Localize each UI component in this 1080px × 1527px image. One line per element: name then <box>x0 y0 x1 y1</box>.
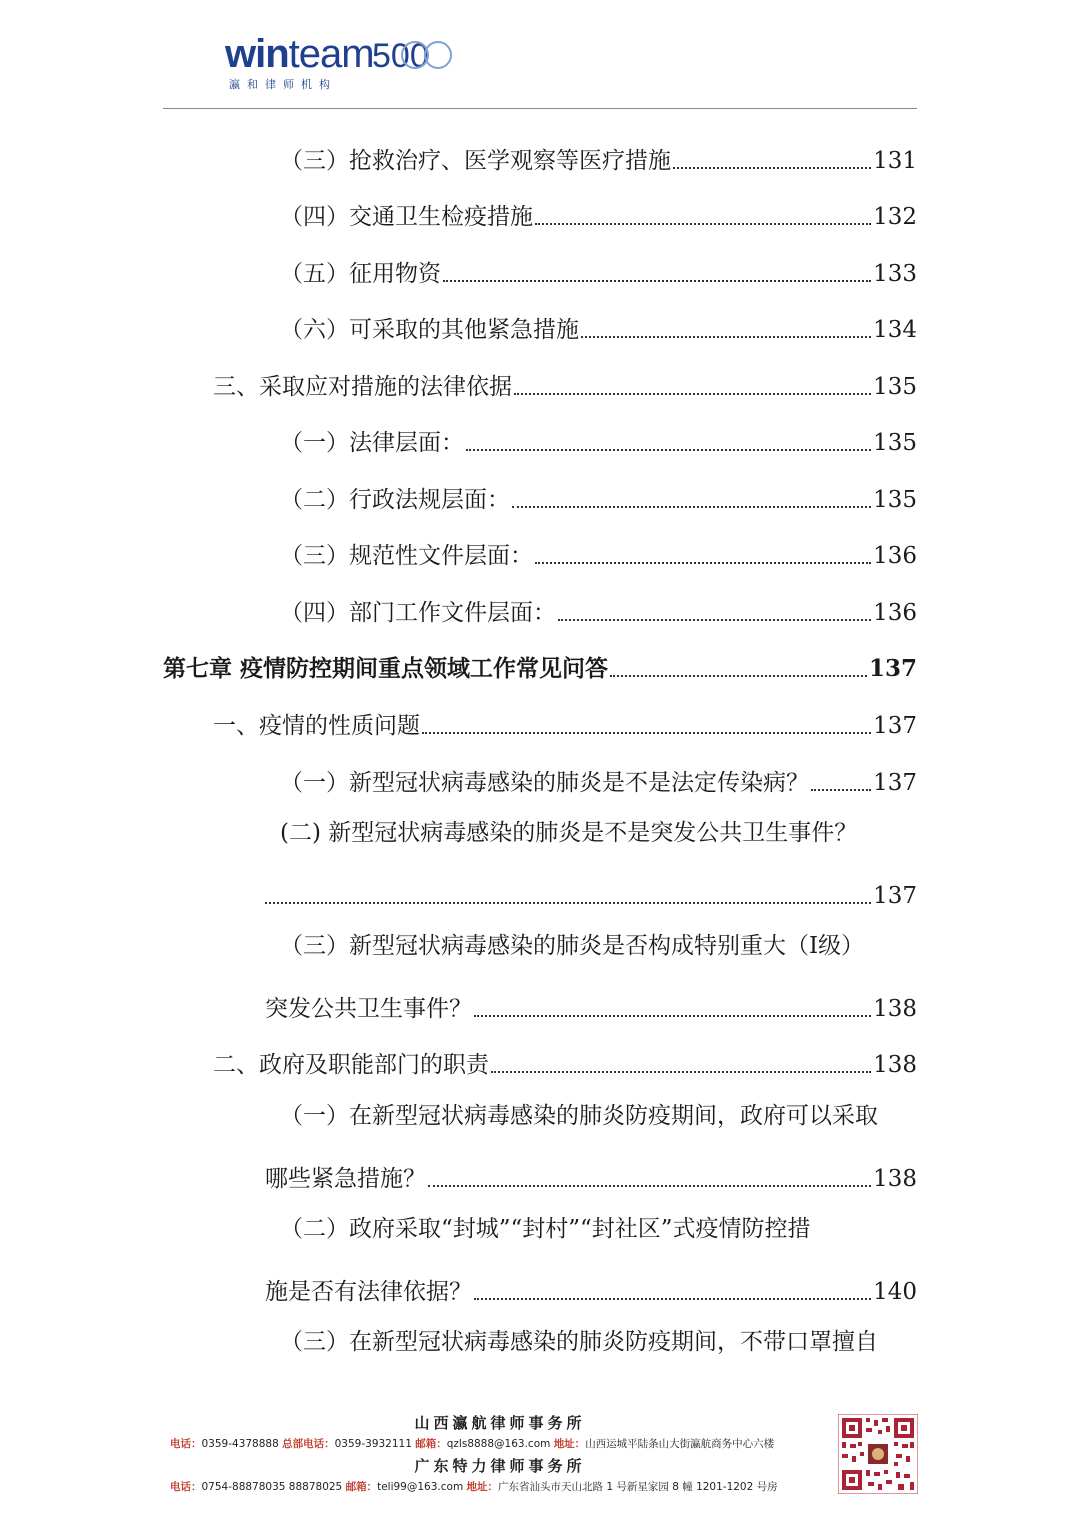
toc-entry-page: 136 <box>873 543 917 569</box>
toc-entry-title: 突发公共卫生事件？ <box>265 996 472 1022</box>
toc-entry-page: 137 <box>873 883 917 909</box>
toc-entry <box>280 140 917 176</box>
toc-entry-page: 135 <box>873 374 917 400</box>
label-phone: 电话： <box>170 1438 202 1450</box>
toc-entry-line: （二）政府采取“封城”“封村”“封社区”式疫情防控措 <box>280 1216 811 1242</box>
toc-entry-page: 137 <box>868 655 917 682</box>
firm1-address: 山西运城平陆条山大街瀛航商务中心六楼 <box>585 1438 775 1450</box>
firm2-email: teli99@163.com <box>377 1481 464 1493</box>
svg-text:500: 500 <box>372 38 429 72</box>
toc-entry-page: 140 <box>873 1279 917 1305</box>
toc-leader <box>491 1071 871 1073</box>
toc-leader <box>673 167 871 169</box>
toc-entry-page: 132 <box>873 204 917 230</box>
toc-entry-line: （一）在新型冠状病毒感染的肺炎防疫期间，政府可以采取 <box>280 1103 878 1129</box>
footer-firm1-contact <box>170 1436 830 1451</box>
footer-firm2-contact <box>170 1479 830 1494</box>
toc-leader <box>535 223 871 225</box>
toc-entry <box>280 422 917 458</box>
toc-entry-page: 135 <box>873 487 917 513</box>
winteam-logo <box>225 32 455 92</box>
toc-entry-title: （四）交通卫生检疫措施 <box>280 204 533 230</box>
toc-leader <box>558 619 871 621</box>
toc-leader <box>610 675 867 677</box>
toc-leader <box>474 1015 871 1017</box>
toc-leader <box>466 449 871 451</box>
toc-entry-title: （二）行政法规层面： <box>280 487 510 513</box>
toc-entry-page: 138 <box>873 1166 917 1192</box>
toc-entry-page: 131 <box>873 148 917 174</box>
toc-entry-page: 138 <box>873 996 917 1022</box>
toc-leader <box>422 732 871 734</box>
logo-wordmark <box>225 32 374 76</box>
toc-entry <box>280 479 917 515</box>
toc-entry <box>280 762 917 798</box>
toc-entry-title: （四）部门工作文件层面： <box>280 600 556 626</box>
toc-entry <box>280 253 917 289</box>
label-email: 邮箱： <box>345 1481 378 1493</box>
toc-entry-line: （三）在新型冠状病毒感染的肺炎防疫期间，不带口罩擅自 <box>280 1329 878 1355</box>
toc-leader <box>265 902 871 904</box>
logo-500-icon <box>372 38 456 72</box>
logo-subtitle: 瀛和律师机构 <box>229 78 337 91</box>
toc-leader <box>428 1185 871 1187</box>
firm2-address: 广东省汕头市天山北路 1 号新星家园 8 幢 1201-1202 号房 <box>498 1481 778 1493</box>
toc-entry-page: 134 <box>873 317 917 343</box>
toc-leader <box>443 280 871 282</box>
toc-chapter-entry <box>163 648 917 684</box>
toc-leader <box>512 506 871 508</box>
toc-entry <box>280 196 917 232</box>
toc-entry-title: 施是否有法律依据？ <box>265 1279 472 1305</box>
toc-entry-title: （一）法律层面： <box>280 430 464 456</box>
toc-entry-line: （三）新型冠状病毒感染的肺炎是否构成特别重大（Ⅰ级） <box>280 933 865 959</box>
toc-entry <box>265 988 917 1024</box>
logo-win: win <box>225 32 289 76</box>
toc-entry <box>213 1044 917 1080</box>
toc-leader <box>474 1298 871 1300</box>
logo-team: team <box>288 32 374 76</box>
label-email: 邮箱： <box>415 1438 447 1450</box>
toc-leader <box>811 789 871 791</box>
footer-firm2-name: 广东特力律师事务所 <box>414 1457 586 1475</box>
toc-entry <box>213 705 917 741</box>
toc-entry-title: （六）可采取的其他紧急措施 <box>280 317 579 343</box>
label-address: 地址： <box>553 1438 586 1450</box>
firm1-hq-phone: 0359-3932111 <box>334 1438 412 1450</box>
toc-entry-title: 三、采取应对措施的法律依据 <box>213 374 512 400</box>
toc-entry <box>280 309 917 345</box>
toc-entry-title: （三）规范性文件层面： <box>280 543 533 569</box>
toc-entry-title: 第七章 疫情防控期间重点领域工作常见问答 <box>163 655 609 682</box>
toc-entry-page: 137 <box>873 770 917 796</box>
toc-entry <box>280 592 917 628</box>
toc-entry-page: 133 <box>873 261 917 287</box>
toc-entry-title: 二、政府及职能部门的职责 <box>213 1052 489 1078</box>
toc-entry-page: 135 <box>873 430 917 456</box>
toc-entry-page: 136 <box>873 600 917 626</box>
footer-firm1-name: 山西瀛航律师事务所 <box>414 1414 586 1432</box>
header-divider <box>163 108 917 109</box>
firm2-phone: 0754-88878035 88878025 <box>201 1481 343 1493</box>
toc-entry <box>265 875 917 911</box>
toc-entry <box>213 366 917 402</box>
label-address: 地址： <box>466 1481 499 1493</box>
toc-entry <box>280 535 917 571</box>
toc-entry-title: 一、疫情的性质问题 <box>213 713 420 739</box>
firm1-email: qzls8888@163.com <box>446 1438 551 1450</box>
toc-entry-line: (二) 新型冠状病毒感染的肺炎是不是突发公共卫生事件？ <box>280 820 858 846</box>
toc-entry-page: 137 <box>873 713 917 739</box>
toc-entry-page: 138 <box>873 1052 917 1078</box>
toc-entry <box>265 1158 917 1194</box>
toc-leader <box>514 393 871 395</box>
toc-entry-title: 哪些紧急措施？ <box>265 1166 426 1192</box>
toc-entry-title: （五）征用物资 <box>280 261 441 287</box>
label-hq-phone: 总部电话： <box>282 1438 335 1450</box>
firm1-phone: 0359-4378888 <box>201 1438 279 1450</box>
toc-entry <box>265 1271 917 1307</box>
toc-entry-title: （一）新型冠状病毒感染的肺炎是不是法定传染病？ <box>280 770 809 796</box>
toc-entry-title: （三）抢救治疗、医学观察等医疗措施 <box>280 148 671 174</box>
toc-leader <box>581 336 871 338</box>
toc-leader <box>535 562 871 564</box>
label-phone: 电话： <box>170 1481 202 1493</box>
qr-code-icon <box>838 1414 918 1494</box>
